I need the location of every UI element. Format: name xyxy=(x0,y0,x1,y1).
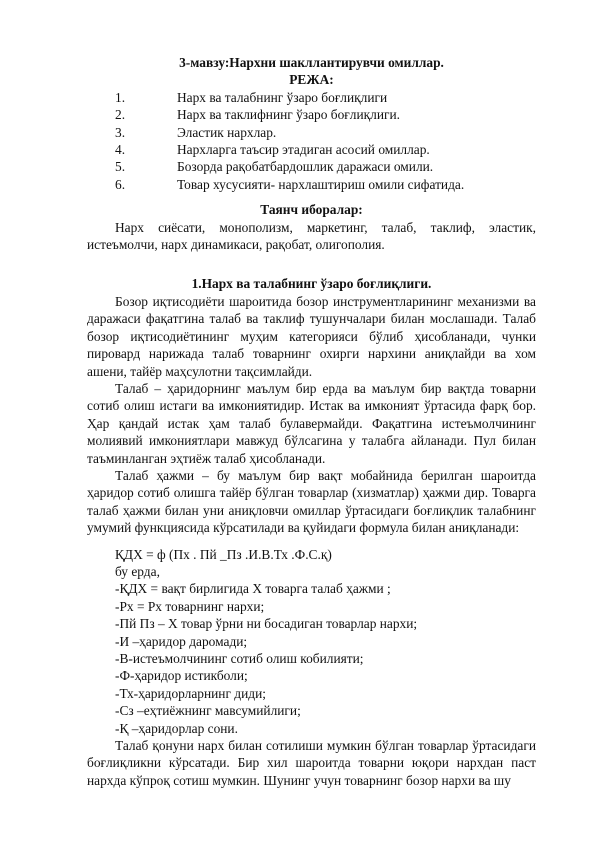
formula-line: ҚДХ = ф (Пх . Пй _Пз .И.В.Тх .Ф.С.қ) xyxy=(115,546,332,562)
plan-item-number: 1. xyxy=(115,89,126,105)
body-paragraph: Бозор иқтисодиёти шароитида бозор инструментларининг механизми ва даражаси фақатгина талаб ва таклиф тушунчалари билан мослашади. Талаб бозор иқтисодиётининг муҳим категорияси бўлиб ҳисобланади, чунки пировард нарижада талаб товарнинг охирги нархини аниқлайди ва хом ашени, тайёр маҳсулотни тақсимлайди. xyxy=(87,293,536,379)
plan-item-number: 4. xyxy=(115,142,126,158)
formula-block xyxy=(87,546,536,737)
plan-item-text: Товар хусусияти- нархлаштириш омили сифатида. xyxy=(177,176,465,192)
plan-item-number: 3. xyxy=(115,124,126,140)
formula-line: -Ф-ҳаридор истикболи; xyxy=(115,668,248,684)
plan-item xyxy=(115,89,536,106)
plan-item xyxy=(115,176,536,193)
formula-line: -В-истеъмолчининг сотиб олиш кобилияти; xyxy=(115,651,364,666)
plan-item xyxy=(115,124,536,141)
section-heading: 1.Нарх ва талабнинг ўзаро боғлиқлиги. xyxy=(191,276,432,292)
body-paragraph: Талаб – ҳаридорнинг маълум бир ерда ва маълум бир вақтда товарни сотиб олиш истаги ва имкониятидир. Истак ва имконият ўртасида фарқ бор. Ҳар қандай истак ҳам талаб булавермайди. Фақатгина истеъмолчининг молиявий имкониятлари мавжуд бўлсагина у талабга айланади. Пул билан таъминланган эҳтиёж талаб ҳисобланади. xyxy=(87,380,536,466)
keywords-heading: Таянч иборалар: xyxy=(260,202,363,218)
plan-item xyxy=(115,158,536,175)
plan-item-text: Эластик нархлар. xyxy=(177,124,277,140)
plan-heading: РЕЖА: xyxy=(289,72,334,88)
keywords-paragraph: Нарх сиёсати, монополизм, маркетинг, талаб, таклиф, эластик, истеъмолчи, нарх динамикаси, рақобат, олигополия. xyxy=(87,219,536,253)
plan-item-number: 6. xyxy=(115,176,126,192)
plan-item xyxy=(115,106,536,123)
formula-line: -Пй Пз – Х товар ўрни ни босадиган товарлар нархи; xyxy=(115,616,418,632)
formula-line: -Рх = Рх товарнинг нархи; xyxy=(115,598,265,614)
formula-line: -Сз –еҳтиёжнинг мавсумийлиги; xyxy=(115,703,301,719)
document-page xyxy=(87,54,536,789)
body-paragraph: Талаб ҳажми – бу маълум бир вақт мобайнида берилган шароитда ҳаридор сотиб олишга тайёр бўлган товарлар (хизматлар) ҳажми дир. Товарга талаб ҳажми билан уни аниқловчи омиллар ўртасидаги боғлиқлик талабнинг умумий функциясида кўрсатилади ва қуйидаги формула билан аниқланади: xyxy=(87,467,536,536)
formula-line: бу ерда, xyxy=(115,563,160,579)
plan-item-number: 5. xyxy=(115,159,126,175)
plan-item-number: 2. xyxy=(115,107,126,123)
plan-item-text: Нархларга таъсир этадиган асосий омиллар. xyxy=(177,142,430,158)
formula-line: -И –ҳаридор даромади; xyxy=(115,633,248,649)
plan-list xyxy=(87,89,536,193)
plan-item-text: Нарх ва таклифнинг ўзаро боғлиқлиги. xyxy=(177,107,400,123)
plan-item-text: Бозорда рақобатбардошлик даражаси омили. xyxy=(177,159,434,175)
plan-item xyxy=(115,141,536,158)
formula-line: -Қ –ҳаридорлар сони. xyxy=(115,720,238,736)
formula-line: -Тх-ҳаридорларнинг диди; xyxy=(115,685,266,701)
plan-item-text: Нарх ва талабнинг ўзаро боғлиқлиги xyxy=(177,89,388,105)
final-paragraph: Талаб қонуни нарх билан сотилиши мумкин бўлган товарлар ўртасидаги боғлиқликни кўрсатади. Бир хил шароитда товарни юқори нархдан паст нархда кўпроқ сотиш мумкин. Шунинг учун товарнинг бозор нархи ва шу xyxy=(87,738,536,788)
topic-title: 3-мавзу:Нархни шакллантирувчи омиллар. xyxy=(179,55,444,70)
formula-line: -ҚДХ = вақт бирлигида Х товарга талаб ҳажми ; xyxy=(115,581,391,597)
